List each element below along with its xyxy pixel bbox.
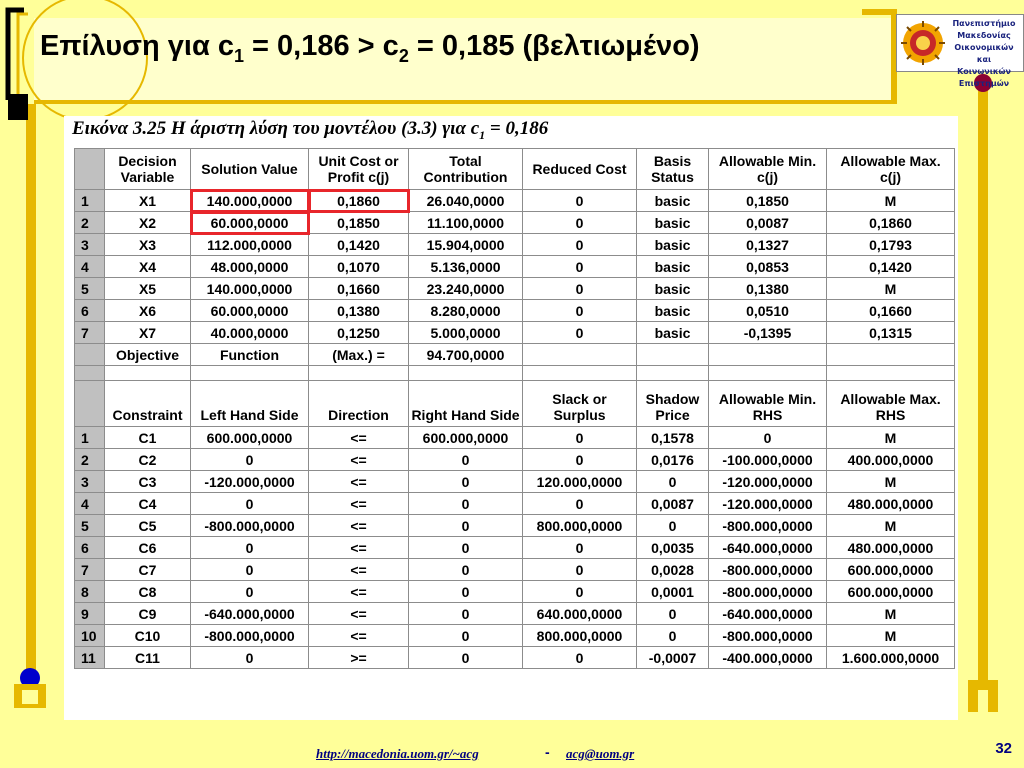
- table-cell: <=: [309, 493, 409, 515]
- column-header: Slack or Surplus: [523, 381, 637, 427]
- figure-panel: [64, 116, 958, 720]
- constraint-header-row: [75, 381, 955, 427]
- table-cell: C5: [105, 515, 191, 537]
- left-bracket-block: [8, 94, 28, 120]
- table-cell: -640.000,0000: [709, 603, 827, 625]
- objective-cell: Function: [191, 344, 309, 366]
- variable-header-row: [75, 149, 955, 190]
- table-cell: <=: [309, 537, 409, 559]
- table-cell: 0: [523, 234, 637, 256]
- constraint-row: [75, 559, 955, 581]
- table-cell: 0,0087: [637, 493, 709, 515]
- table-cell: 15.904,0000: [409, 234, 523, 256]
- university-logo: [896, 14, 1024, 88]
- table-cell: M: [827, 190, 955, 212]
- table-cell: -120.000,0000: [191, 471, 309, 493]
- table-cell: 0,1420: [309, 234, 409, 256]
- table-cell: basic: [637, 300, 709, 322]
- column-header: Allowable Min. c(j): [709, 149, 827, 190]
- table-cell: 0,0176: [637, 449, 709, 471]
- empty-cell: [309, 366, 409, 381]
- footer-url-link[interactable]: http://macedonia.uom.gr/~acg: [316, 746, 479, 761]
- table-cell: -800.000,0000: [709, 581, 827, 603]
- row-index: 4: [75, 256, 105, 278]
- table-cell: 0: [637, 515, 709, 537]
- table-cell: 0: [637, 625, 709, 647]
- table-cell: basic: [637, 212, 709, 234]
- table-cell: 5.000,0000: [409, 322, 523, 344]
- table-cell: 0,1250: [309, 322, 409, 344]
- table-cell: C8: [105, 581, 191, 603]
- empty-cell: [523, 366, 637, 381]
- table-cell: 0,1660: [827, 300, 955, 322]
- empty-cell: [637, 366, 709, 381]
- table-cell: 640.000,0000: [523, 603, 637, 625]
- table-cell: 0,1860: [309, 190, 409, 212]
- row-index: 1: [75, 427, 105, 449]
- table-cell: basic: [637, 278, 709, 300]
- table-cell: 0,1380: [709, 278, 827, 300]
- table-cell: >=: [309, 647, 409, 669]
- table-cell: 1.600.000,0000: [827, 647, 955, 669]
- table-cell: 0: [409, 493, 523, 515]
- table-cell: X7: [105, 322, 191, 344]
- row-index: 6: [75, 537, 105, 559]
- title-underline-bar: [34, 100, 894, 104]
- table-cell: 112.000,0000: [191, 234, 309, 256]
- column-header: Unit Cost or Profit c(j): [309, 149, 409, 190]
- table-cell: 0: [409, 449, 523, 471]
- table-cell: 600.000,0000: [827, 581, 955, 603]
- university-name: Πανεπιστήμιο Μακεδονίας Οικονομικών και Κοινωνικών Επιστημών: [952, 19, 1016, 88]
- table-cell: M: [827, 278, 955, 300]
- column-header: Total Contribution: [409, 149, 523, 190]
- row-index: 1: [75, 190, 105, 212]
- table-cell: 0,0028: [637, 559, 709, 581]
- table-cell: M: [827, 603, 955, 625]
- column-header: Right Hand Side: [409, 381, 523, 427]
- table-cell: -400.000,0000: [709, 647, 827, 669]
- table-cell: 0,0087: [709, 212, 827, 234]
- table-cell: X5: [105, 278, 191, 300]
- table-cell: <=: [309, 515, 409, 537]
- left-vertical-bar: [26, 104, 36, 684]
- right-vertical-bar: [978, 90, 988, 680]
- table-cell: 0: [409, 559, 523, 581]
- table-cell: 0: [523, 190, 637, 212]
- row-index: 7: [75, 559, 105, 581]
- table-cell: 400.000,0000: [827, 449, 955, 471]
- table-cell: 0: [523, 322, 637, 344]
- table-cell: 0: [191, 449, 309, 471]
- table-cell: 0: [191, 647, 309, 669]
- table-cell: <=: [309, 449, 409, 471]
- table-cell: C11: [105, 647, 191, 669]
- table-cell: C2: [105, 449, 191, 471]
- table-cell: <=: [309, 625, 409, 647]
- table-cell: 60.000,0000: [191, 300, 309, 322]
- table-cell: C9: [105, 603, 191, 625]
- table-cell: 0: [523, 581, 637, 603]
- empty-cell: [105, 366, 191, 381]
- table-cell: 140.000,0000: [191, 278, 309, 300]
- row-index: 9: [75, 603, 105, 625]
- table-cell: 0,0001: [637, 581, 709, 603]
- table-cell: <=: [309, 471, 409, 493]
- row-index-header: [75, 381, 105, 427]
- constraint-row: [75, 581, 955, 603]
- constraint-row: [75, 647, 955, 669]
- university-seal-icon: [901, 21, 945, 65]
- table-cell: 0,1660: [309, 278, 409, 300]
- table-cell: 0,0510: [709, 300, 827, 322]
- column-header: Allowable Min. RHS: [709, 381, 827, 427]
- column-header: Direction: [309, 381, 409, 427]
- table-cell: 48.000,0000: [191, 256, 309, 278]
- table-cell: 0: [523, 647, 637, 669]
- table-cell: -640.000,0000: [191, 603, 309, 625]
- objective-row: [75, 344, 955, 366]
- table-cell: 0,1850: [309, 212, 409, 234]
- constraint-row: [75, 537, 955, 559]
- table-cell: M: [827, 427, 955, 449]
- table-cell: -0,1395: [709, 322, 827, 344]
- constraint-row: [75, 427, 955, 449]
- table-cell: 0: [409, 647, 523, 669]
- row-index: 6: [75, 300, 105, 322]
- variable-row: [75, 190, 955, 212]
- right-bracket-gold: [862, 12, 894, 104]
- table-cell: 800.000,0000: [523, 625, 637, 647]
- blank-row: [75, 366, 955, 381]
- page-number: 32: [995, 740, 1012, 757]
- table-cell: 0: [523, 300, 637, 322]
- empty-cell: [709, 344, 827, 366]
- table-cell: -640.000,0000: [709, 537, 827, 559]
- table-cell: 0: [523, 278, 637, 300]
- table-cell: M: [827, 471, 955, 493]
- variable-row: [75, 278, 955, 300]
- table-cell: 23.240,0000: [409, 278, 523, 300]
- row-index: 3: [75, 234, 105, 256]
- table-cell: 0: [523, 212, 637, 234]
- table-cell: 0,1860: [827, 212, 955, 234]
- table-cell: <=: [309, 603, 409, 625]
- table-cell: 0,1315: [827, 322, 955, 344]
- table-cell: 0,1327: [709, 234, 827, 256]
- table-cell: 0,1578: [637, 427, 709, 449]
- table-cell: 480.000,0000: [827, 493, 955, 515]
- table-cell: C3: [105, 471, 191, 493]
- table-cell: 0: [409, 625, 523, 647]
- row-index: 3: [75, 471, 105, 493]
- table-cell: 600.000,0000: [827, 559, 955, 581]
- row-index: 10: [75, 625, 105, 647]
- table-cell: 0: [637, 603, 709, 625]
- row-index: 11: [75, 647, 105, 669]
- table-cell: 0: [191, 559, 309, 581]
- table-cell: 0: [409, 471, 523, 493]
- column-header: Left Hand Side: [191, 381, 309, 427]
- column-header: Allowable Max. RHS: [827, 381, 955, 427]
- empty-cell: [409, 366, 523, 381]
- table-cell: 0,0035: [637, 537, 709, 559]
- table-cell: -120.000,0000: [709, 471, 827, 493]
- left-bracket-black: [8, 10, 24, 100]
- footer-separator: -: [545, 744, 550, 760]
- table-cell: M: [827, 625, 955, 647]
- constraint-row: [75, 515, 955, 537]
- row-index: 4: [75, 493, 105, 515]
- table-cell: 0: [409, 515, 523, 537]
- table-cell: M: [827, 515, 955, 537]
- constraint-row: [75, 603, 955, 625]
- table-cell: 0: [523, 559, 637, 581]
- column-header: Decision Variable: [105, 149, 191, 190]
- constraint-row: [75, 493, 955, 515]
- table-cell: <=: [309, 427, 409, 449]
- row-index: 2: [75, 449, 105, 471]
- empty-cell: [827, 366, 955, 381]
- table-cell: 26.040,0000: [409, 190, 523, 212]
- table-cell: 0: [523, 537, 637, 559]
- table-cell: X3: [105, 234, 191, 256]
- table-cell: 0: [409, 537, 523, 559]
- table-cell: basic: [637, 256, 709, 278]
- table-cell: X6: [105, 300, 191, 322]
- table-cell: 0: [409, 603, 523, 625]
- bottom-left-square-inner: [22, 690, 38, 704]
- column-header: Solution Value: [191, 149, 309, 190]
- table-cell: 0,1070: [309, 256, 409, 278]
- table-cell: C6: [105, 537, 191, 559]
- table-cell: X1: [105, 190, 191, 212]
- variable-row: [75, 256, 955, 278]
- table-cell: 5.136,0000: [409, 256, 523, 278]
- row-index: 8: [75, 581, 105, 603]
- table-cell: 140.000,0000: [191, 190, 309, 212]
- solution-table: [74, 148, 955, 669]
- constraint-row: [75, 449, 955, 471]
- table-cell: 0: [191, 537, 309, 559]
- column-header: Shadow Price: [637, 381, 709, 427]
- table-cell: 11.100,0000: [409, 212, 523, 234]
- variable-row: [75, 300, 955, 322]
- table-cell: <=: [309, 581, 409, 603]
- table-cell: 0: [523, 427, 637, 449]
- table-cell: -0,0007: [637, 647, 709, 669]
- table-cell: 0: [523, 493, 637, 515]
- constraint-row: [75, 471, 955, 493]
- column-header: Basis Status: [637, 149, 709, 190]
- table-cell: 0,1850: [709, 190, 827, 212]
- row-index: 5: [75, 515, 105, 537]
- table-cell: -800.000,0000: [709, 515, 827, 537]
- row-index: [75, 344, 105, 366]
- table-cell: -800.000,0000: [191, 625, 309, 647]
- table-cell: 8.280,0000: [409, 300, 523, 322]
- row-index: [75, 366, 105, 381]
- table-cell: basic: [637, 322, 709, 344]
- table-cell: 120.000,0000: [523, 471, 637, 493]
- table-cell: basic: [637, 190, 709, 212]
- table-cell: -800.000,0000: [709, 625, 827, 647]
- table-cell: -100.000,0000: [709, 449, 827, 471]
- table-cell: -120.000,0000: [709, 493, 827, 515]
- table-cell: 0: [523, 449, 637, 471]
- table-cell: basic: [637, 234, 709, 256]
- table-cell: 60.000,0000: [191, 212, 309, 234]
- table-cell: <=: [309, 559, 409, 581]
- table-cell: 0,1793: [827, 234, 955, 256]
- table-cell: C7: [105, 559, 191, 581]
- table-cell: 0: [191, 581, 309, 603]
- empty-cell: [827, 344, 955, 366]
- table-cell: 800.000,0000: [523, 515, 637, 537]
- table-cell: 480.000,0000: [827, 537, 955, 559]
- table-cell: C1: [105, 427, 191, 449]
- table-cell: 0: [523, 256, 637, 278]
- row-index: 5: [75, 278, 105, 300]
- footer-email-link[interactable]: acg@uom.gr: [566, 746, 635, 761]
- table-cell: 0: [637, 471, 709, 493]
- table-cell: 40.000,0000: [191, 322, 309, 344]
- empty-cell: [523, 344, 637, 366]
- slide-title: Επίλυση για $c_1 = 0,186 > c_2 = 0,185$ (βελτιωμένο): [40, 30, 700, 66]
- table-cell: 600.000,0000: [409, 427, 523, 449]
- column-header: Reduced Cost: [523, 149, 637, 190]
- figure-caption: Εικόνα 3.25 Η άριστη λύση του μοντέλου (3.3) για $c_1 = 0,186$: [72, 118, 549, 142]
- table-cell: 0,0853: [709, 256, 827, 278]
- table-cell: -800.000,0000: [709, 559, 827, 581]
- table-cell: 0,1420: [827, 256, 955, 278]
- column-header: Allowable Max. c(j): [827, 149, 955, 190]
- table-cell: 0: [191, 493, 309, 515]
- variable-row: [75, 234, 955, 256]
- bottom-right-arch: [968, 680, 998, 712]
- objective-cell: (Max.) =: [309, 344, 409, 366]
- table-cell: X4: [105, 256, 191, 278]
- objective-cell: 94.700,0000: [409, 344, 523, 366]
- table-cell: 600.000,0000: [191, 427, 309, 449]
- table-cell: 0: [709, 427, 827, 449]
- constraint-row: [75, 625, 955, 647]
- empty-cell: [637, 344, 709, 366]
- empty-cell: [709, 366, 827, 381]
- row-index: 2: [75, 212, 105, 234]
- table-cell: -800.000,0000: [191, 515, 309, 537]
- table-cell: 0: [409, 581, 523, 603]
- variable-row: [75, 212, 955, 234]
- table-cell: C4: [105, 493, 191, 515]
- row-index: 7: [75, 322, 105, 344]
- column-header: Constraint: [105, 381, 191, 427]
- table-cell: 0,1380: [309, 300, 409, 322]
- empty-cell: [191, 366, 309, 381]
- table-cell: C10: [105, 625, 191, 647]
- variable-row: [75, 322, 955, 344]
- row-index-header: [75, 149, 105, 190]
- objective-cell: Objective: [105, 344, 191, 366]
- table-cell: X2: [105, 212, 191, 234]
